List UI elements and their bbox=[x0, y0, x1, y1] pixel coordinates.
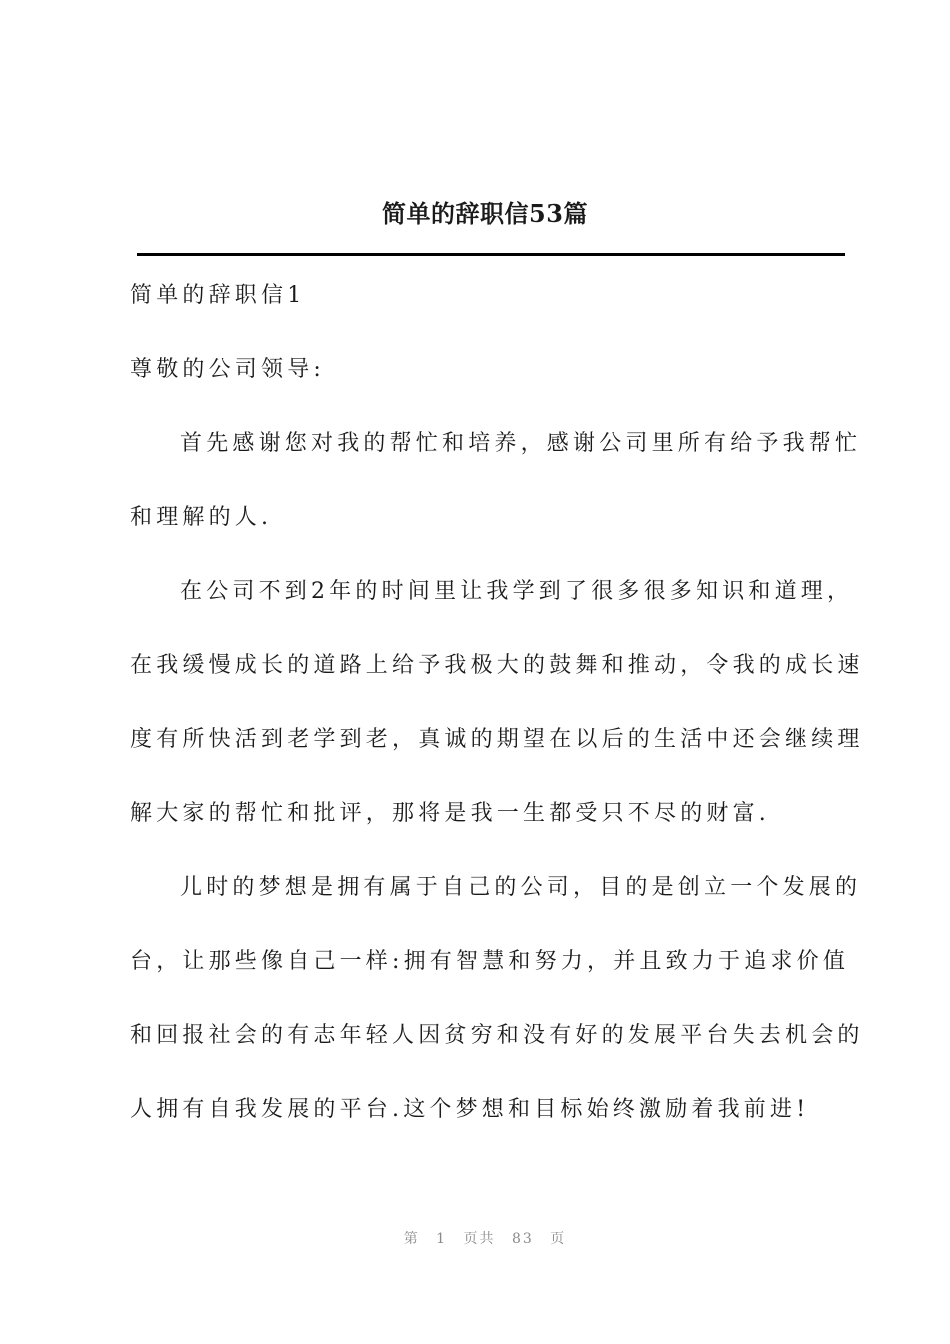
paragraph-1-line-1: 首先感谢您对我的帮忙和培养，感谢公司里所有给予我帮忙 bbox=[180, 431, 862, 456]
paragraph-2-line-4: 解大家的帮忙和批评，那将是我一生都受只不尽的财富. bbox=[130, 801, 770, 826]
paragraph-2-line-3: 度有所快活到老学到老，真诚的期望在以后的生活中还会继续理 bbox=[130, 727, 864, 752]
paragraph-2-line-2: 在我缓慢成长的道路上给予我极大的鼓舞和推动，令我的成长速 bbox=[130, 653, 864, 678]
paragraph-3-line-4: 人拥有自我发展的平台.这个梦想和目标始终激励着我前进! bbox=[130, 1097, 810, 1122]
paragraph-3-line-1: 儿时的梦想是拥有属于自己的公司，目的是创立一个发展的 bbox=[180, 875, 862, 900]
paragraph-2-line-1: 在公司不到2年的时间里让我学到了很多很多知识和道理， bbox=[180, 579, 854, 604]
paragraph-1-line-2: 和理解的人. bbox=[130, 505, 273, 530]
paragraph-3-line-3: 和回报社会的有志年轻人因贫穷和没有好的发展平台失去机会的 bbox=[130, 1023, 864, 1048]
title-divider bbox=[137, 253, 845, 256]
salutation: 尊敬的公司领导: bbox=[130, 357, 326, 382]
document-title: 简单的辞职信53篇 bbox=[382, 199, 588, 228]
page-footer: 第 1 页共 83 页 bbox=[403, 1231, 567, 1247]
paragraph-3-line-2: 台，让那些像自己一样:拥有智慧和努力，并且致力于追求价值 bbox=[130, 949, 850, 974]
section-heading: 简单的辞职信1 bbox=[130, 283, 306, 308]
